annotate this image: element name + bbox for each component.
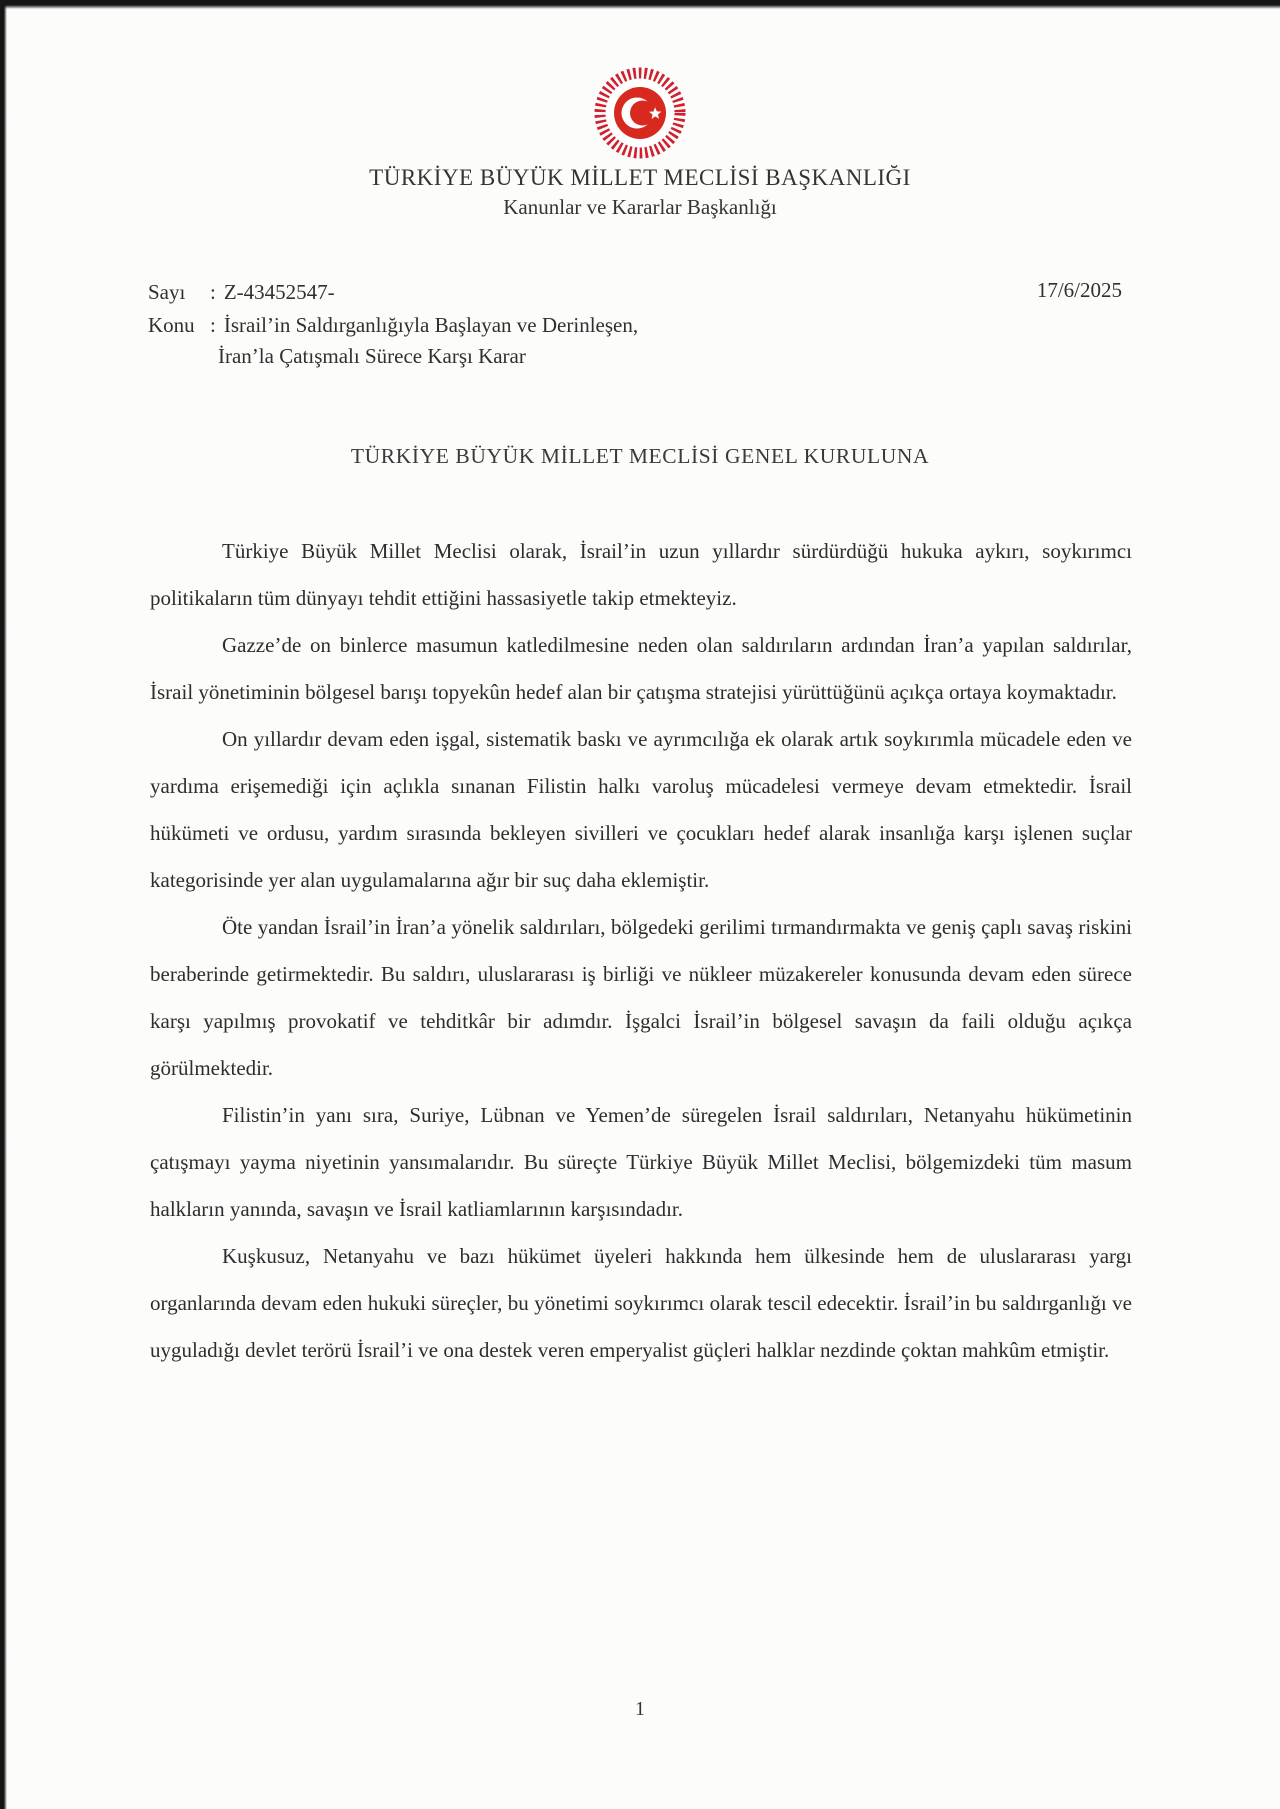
konu-label: Konu	[148, 312, 195, 337]
letterhead-org: TÜRKİYE BÜYÜK MİLLET MECLİSİ BAŞKANLIĞI	[369, 165, 911, 190]
scan-edge-left	[0, 0, 7, 1809]
letterhead-dept: Kanunlar ve Kararlar Başkanlığı	[503, 194, 777, 219]
konu-colon: :	[210, 312, 216, 337]
paragraph-3: On yıllardır devam eden işgal, sistematik baskı ve ayrımcılığa ek olarak artık soykırımla mücadele eden ve yardıma erişemediği için açlıkla sınanan Filistin halkı varoluş mücadelesi vermeye devam etmektedir. İsrail hükümeti ve ordusu, yardım sırasında bekleyen sivilleri ve çocukları hedef alarak insanlığa karşı işlenen suçlar kategorisinde yer alan uygulamalarına ağır bir suç daha eklemiştir.	[150, 727, 1132, 892]
paragraph-2: Gazze’de on binlerce masumun katledilmesine neden olan saldırıların ardından İran’a yapılan saldırılar, İsrail yönetiminin bölgesel barışı topyekûn hedef alan bir çatışma stratejisi yürüttüğünü açıkça ortaya koymaktadır.	[150, 633, 1132, 704]
paragraph-1: Türkiye Büyük Millet Meclisi olarak, İsrail’in uzun yıllardır sürdürdüğü hukuka aykırı, soykırımcı politikaların tüm dünyayı tehdit ettiğini hassasiyetle takip etmekteyiz.	[150, 539, 1132, 610]
document-body	[150, 528, 1132, 1374]
konu-value-line2: İran’la Çatışmalı Sürece Karşı Karar	[218, 344, 526, 369]
emblem-container	[0, 66, 1280, 165]
tbmm-emblem-icon	[593, 66, 687, 165]
page-number: 1	[635, 1698, 645, 1720]
sayi-row	[148, 276, 1130, 309]
paragraph-5: Filistin’in yanı sıra, Suriye, Lübnan ve Yemen’de süregelen İsrail saldırıları, Netanyahu hükümetinin çatışmayı yayma niyetinin yansımalarıdır. Bu süreçte Türkiye Büyük Millet Meclisi, bölgemizdeki tüm masum halkların yanında, savaşın ve İsrail katliamlarının karşısındadır.	[150, 1103, 1132, 1221]
sayi-label: Sayı	[148, 280, 186, 304]
paragraph-6: Kuşkusuz, Netanyahu ve bazı hükümet üyeleri hakkında hem ülkesinde hem de uluslararası yargı organlarında devam eden hukuki süreçler, bu yönetimi soykırımcı olarak tescil edecektir. İsrail’in bu saldırganlığı ve uyguladığı devlet terörü İsrail’i ve ona destek veren emperyalist güçleri halklar nezdinde çoktan mahkûm etmiştir.	[150, 1244, 1132, 1362]
document-title: TÜRKİYE BÜYÜK MİLLET MECLİSİ GENEL KURULUNA	[350, 444, 930, 468]
sayi-colon: :	[210, 280, 216, 304]
meta-block	[148, 276, 1130, 373]
konu-row	[148, 309, 1130, 342]
paragraph-4: Öte yandan İsrail’in İran’a yönelik saldırıları, bölgedeki gerilimi tırmandırmakta ve geniş çaplı savaş riskini beraberinde getirmektedir. Bu saldırı, uluslararası iş birliği ve nükleer müzakereler konusunda devam eden sürece karşı yapılmış provokatif ve tehditkâr bir adımdır. İşgalci İsrail’in bölgesel savaşın da faili olduğu açıkça görülmektedir.	[150, 915, 1132, 1080]
scan-edge-top	[0, 0, 1280, 9]
letterhead	[0, 163, 1280, 222]
document-date: 17/6/2025	[1036, 278, 1122, 302]
sayi-value: Z-43452547-	[223, 280, 335, 304]
konu-value-line1: İsrail’in Saldırganlığıyla Başlayan ve Derinleşen,	[223, 312, 639, 337]
